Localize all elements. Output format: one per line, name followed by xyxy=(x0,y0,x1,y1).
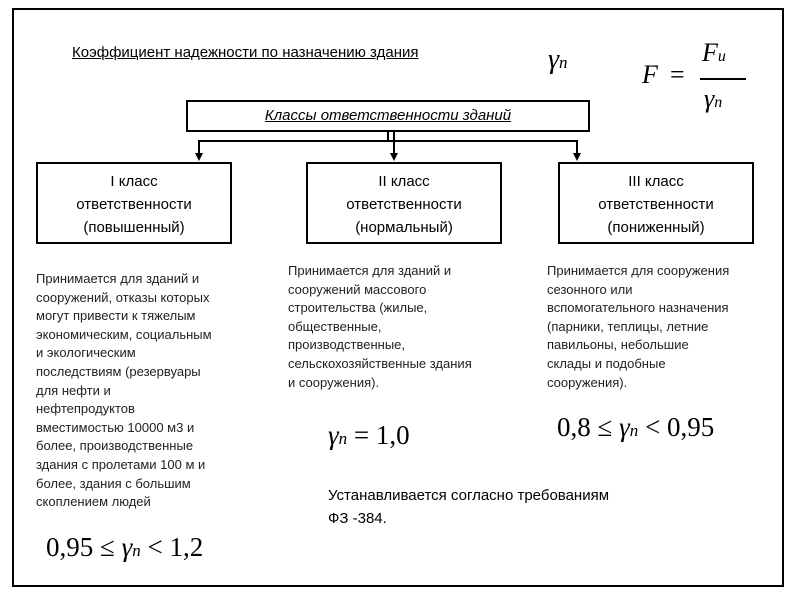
fraction-bar xyxy=(700,78,746,80)
connector-class1 xyxy=(198,140,200,153)
title-gamma-symbol: γn xyxy=(548,44,568,75)
connector-main-stem xyxy=(387,132,389,140)
formula-equals: = xyxy=(670,60,685,89)
class-3-description: Принимается для сооружения сезонного или вспомогательного назначения (парники, теплицы, летние павильоны, небольшие склады и подобные сооружения). xyxy=(547,263,730,390)
arrow-down-icon xyxy=(390,153,398,161)
formula-denominator: γn xyxy=(704,84,723,113)
class-3-formula: 0,8 ≤ γn < 0,95 xyxy=(557,412,715,442)
force-formula xyxy=(640,38,750,118)
connector-class3 xyxy=(576,140,578,153)
formula-numerator: Fu xyxy=(702,38,726,67)
arrow-down-icon xyxy=(573,153,581,161)
class-2-box: II класс ответственности (нормальный) xyxy=(306,162,502,244)
class-1-description: Принимается для зданий и сооружений, отказы которых могут привести к тяжелым экономическим, социальным и экологическим последствиям (резервуары для нефти и нефтепродуктов вместимостью 10000 м3 и более, производственные здания с пролетами 100 м и более, здания с большим скоплением людей xyxy=(36,271,212,510)
formula-lhs: F xyxy=(642,60,658,89)
class-3-box: III класс ответственности (пониженный) xyxy=(558,162,754,244)
connector-horizontal xyxy=(198,140,578,142)
responsibility-classes-label: Классы ответственности зданий xyxy=(264,107,512,124)
arrow-down-icon xyxy=(195,153,203,161)
responsibility-classes-box xyxy=(186,100,590,132)
page-title: Коэффициент надежности по назначению здания xyxy=(72,44,419,61)
connector-class2 xyxy=(393,132,395,153)
requirement-note: Устанавливается согласно требованиям ФЗ -384. xyxy=(328,487,610,527)
class-2-description: Принимается для зданий и сооружений массового строительства (жилые, общественные, производственные, сельскохозяйственные здания и сооружения). xyxy=(288,263,472,390)
class-2-formula: γn = 1,0 xyxy=(328,420,410,450)
class-1-formula: 0,95 ≤ γn < 1,2 xyxy=(46,532,204,562)
class-1-box: I класс ответственности (повышенный) xyxy=(36,162,232,244)
